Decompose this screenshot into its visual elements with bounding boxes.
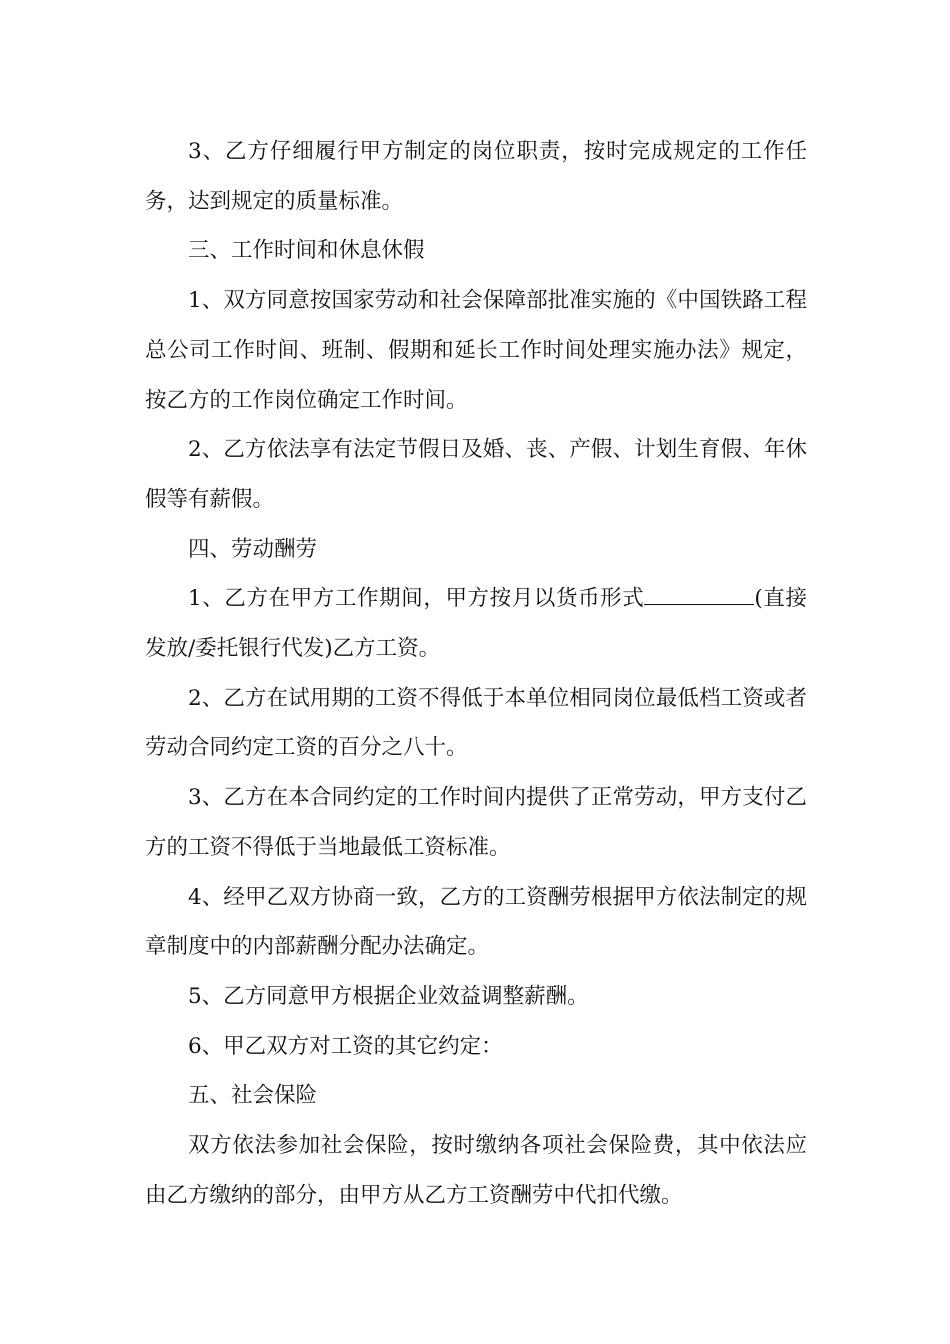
clause-4-4: 4、经甲乙双方协商一致，乙方的工资酬劳根据甲方依法制定的规章制度中的内部薪酬分配办法确定。 (145, 884, 807, 960)
section-heading-work-hours: 三、工作时间和休息休假 (188, 238, 425, 264)
section-heading-social-insurance: 五、社会保险 (188, 1083, 318, 1109)
clause-4-6: 6、甲乙双方对工资的其它约定： (188, 1033, 503, 1059)
section-heading-remuneration: 四、劳动酬劳 (188, 536, 318, 562)
clause-3-1: 1、双方同意按国家劳动和社会保障部批准实施的《中国铁路工程总公司工作时间、班制、假期和延长工作时间处理实施办法》规定，按乙方的工作岗位确定工作时间。 (145, 288, 807, 413)
document-body (145, 127, 807, 1220)
clause-2-3: 3、乙方仔细履行甲方制定的岗位职责，按时完成规定的工作任务，达到规定的质量标准。 (145, 139, 807, 214)
clause-4-1-text-after: (直接发放/委托银行代发)乙方工资。 (145, 586, 808, 662)
clause-3-2: 2、乙方依法享有法定节假日及婚、丧、产假、计划生育假、年休假等有薪假。 (145, 437, 807, 512)
clause-4-3: 3、乙方在本合同约定的工作时间内提供了正常劳动，甲方支付乙方的工资不得低于当地最低工资标准。 (145, 785, 807, 860)
clause-5-body: 双方依法参加社会保险，按时缴纳各项社会保险费，其中依法应由乙方缴纳的部分，由甲方从乙方工资酬劳中代扣代缴。 (145, 1133, 807, 1208)
clause-4-2: 2、乙方在试用期的工资不得低于本单位相同岗位最低档工资或者劳动合同约定工资的百分之八十。 (145, 685, 807, 761)
clause-4-1-text-before: 1、乙方在甲方工作期间，甲方按月以货币形式 (188, 586, 645, 612)
clause-4-5: 5、乙方同意甲方根据企业效益调整薪酬。 (188, 983, 589, 1009)
clause-4-1 (145, 574, 807, 673)
payment-method-blank (644, 584, 754, 605)
